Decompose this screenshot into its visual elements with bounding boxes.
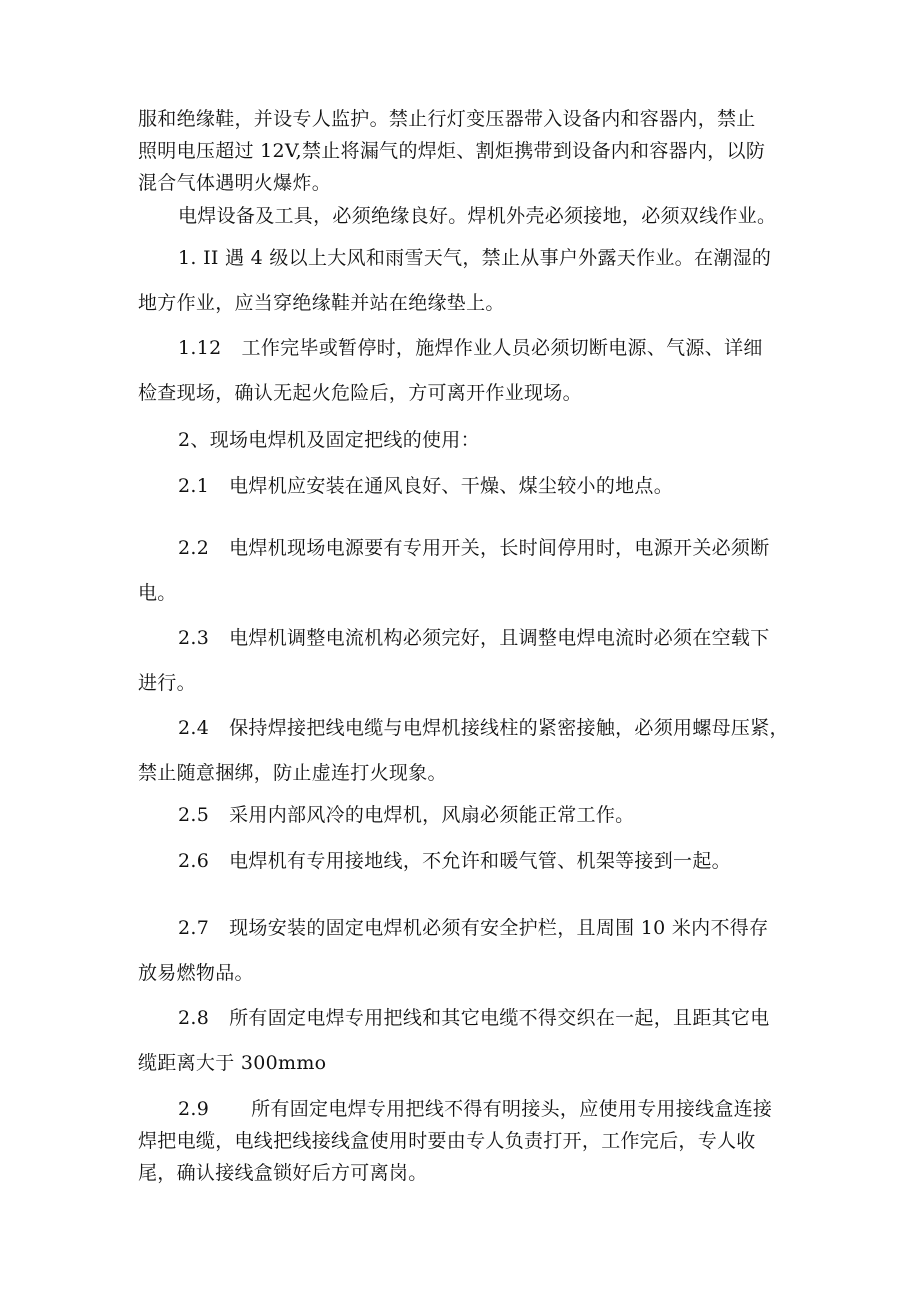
- item-text: 工作完毕或暂停时，施焊作业人员必须切断电源、气源、详细: [241, 337, 763, 359]
- item-text: 所有固定电焊专用把线不得有明接头，应使用专用接线盒连接: [251, 1098, 773, 1120]
- text-line: 照明电压超过 12V,禁止将漏气的焊炬、割炬携带到设备内和容器内，以防: [138, 140, 766, 162]
- text-line: 电焊设备及工具，必须绝缘良好。焊机外壳必须接地，必须双线作业。: [178, 205, 777, 227]
- text-line: [178, 470, 828, 502]
- text-line: 地方作业，应当穿绝缘鞋并站在绝缘垫上。: [138, 292, 505, 314]
- text-line: 尾，确认接线盒锁好后方可离岗。: [138, 1162, 428, 1184]
- text-line: [178, 845, 828, 877]
- item-text: 电焊机有专用接地线，不允许和暖气管、机架等接到一起。: [229, 850, 731, 872]
- text-line: [138, 526, 788, 571]
- text-line: 电。: [138, 582, 177, 604]
- text-line: 1. II 遇 4 级以上大风和雨雪天气，禁止从事户外露天作业。在潮湿的: [178, 247, 772, 269]
- item-text: 采用内部风冷的电焊机，风扇必须能正常工作。: [229, 804, 635, 826]
- text-line: 焊把电缆，电线把线接线盒使用时要由专人负责打开，工作完后，专人收: [138, 1130, 756, 1152]
- item-number: 2.4: [178, 717, 210, 739]
- item-number: 2.7: [178, 917, 210, 939]
- text-line: 2、现场电焊机及固定把线的使用：: [178, 429, 480, 451]
- text-line: [138, 616, 788, 661]
- paragraph-2-8: [138, 996, 788, 1086]
- item-number: 2.8: [178, 1007, 210, 1029]
- paragraph-2-3: [138, 616, 788, 706]
- section-heading: [178, 424, 828, 456]
- text-line: 进行。: [138, 672, 196, 694]
- paragraph-2-4: [138, 706, 788, 796]
- paragraph-2-7: [138, 906, 788, 996]
- text-line: 检查现场，确认无起火危险后，方可离开作业现场。: [138, 382, 582, 404]
- text-line: [178, 799, 828, 831]
- paragraph-1-12: [138, 326, 788, 416]
- paragraph-2-6: [178, 845, 828, 877]
- item-text: 电焊机应安装在通风良好、干燥、煤尘较小的地点。: [229, 475, 674, 497]
- paragraph-2-1: [178, 470, 828, 502]
- item-text: 保持焊接把线电缆与电焊机接线柱的紧密接触，必须用螺母压紧，: [229, 717, 789, 739]
- text-line: 禁止随意捆绑，防止虚连打火现象。: [138, 762, 447, 784]
- text-line: 放易燃物品。: [138, 962, 254, 984]
- item-text: 现场安装的固定电焊机必须有安全护栏，且周围 10 米内不得存: [229, 917, 769, 939]
- item-number: 2.3: [178, 627, 210, 649]
- item-number: 2.5: [178, 804, 210, 826]
- text-line: 服和绝缘鞋，并设专人监护。禁止行灯变压器带入设备内和容器内，禁止: [138, 108, 756, 130]
- item-text: 电焊机现场电源要有专用开关，长时间停用时，电源开关必须断: [229, 537, 770, 559]
- paragraph-2-2: [138, 526, 788, 616]
- paragraph-2-5: [178, 799, 828, 831]
- paragraph-2-9: [138, 1093, 788, 1189]
- paragraph-1-11: [138, 236, 788, 326]
- item-number: 2.1: [178, 475, 210, 497]
- paragraph-intro: [138, 103, 788, 199]
- text-line: 混合气体遇明火爆炸。: [138, 172, 332, 194]
- item-text: 所有固定电焊专用把线和其它电缆不得交织在一起，且距其它电: [229, 1007, 770, 1029]
- text-line: [138, 326, 788, 371]
- text-line: [138, 1093, 788, 1125]
- item-number: 2.9: [178, 1098, 210, 1120]
- item-text: 电焊机调整电流机构必须完好，且调整电焊电流时必须在空载下: [229, 627, 770, 649]
- text-line: 缆距离大于 300mmo: [138, 1052, 327, 1074]
- text-line: [138, 706, 788, 751]
- text-line: [138, 996, 788, 1041]
- item-number: 1.12: [178, 337, 222, 359]
- item-number: 2.6: [178, 850, 210, 872]
- item-number: 2.2: [178, 537, 210, 559]
- paragraph-equipment: [178, 200, 828, 232]
- text-line: [138, 906, 788, 951]
